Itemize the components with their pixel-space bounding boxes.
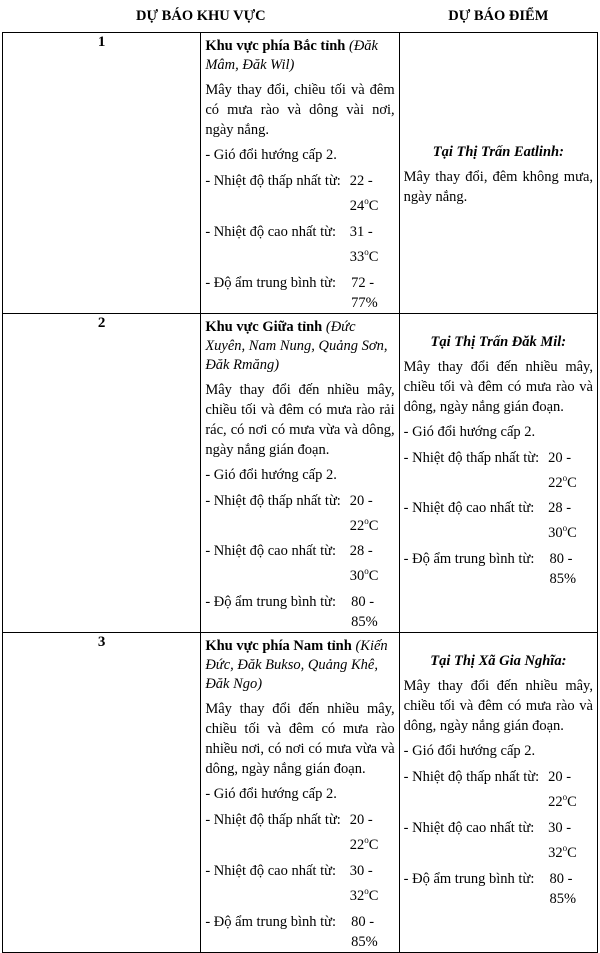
wind-text: - Gió đổi hướng cấp 2. [403, 743, 536, 760]
humidity-row [205, 273, 394, 313]
humidity-value: 80 - 85% [549, 551, 577, 588]
region-description: Mây thay đổi đến nhiều mây, chiều tối và đêm có mưa rào rải rác, có nơi có mưa vừa và dông, ngày nắng gián đoạn. [205, 381, 395, 458]
humidity-value: 80 - 85% [351, 594, 378, 631]
tmax-label: - Nhiệt độ cao nhất từ: [205, 863, 336, 880]
point-name: Tại Thị Trấn Eatlinh: [432, 144, 564, 161]
humidity-label: - Độ ẩm trung bình từ: [205, 274, 337, 291]
tmax-row [205, 861, 394, 906]
tmax-label: - Nhiệt độ cao nhất từ: [403, 820, 535, 837]
point-description: Mây thay đổi đến nhiều mây, chiều tối và đêm có mưa rào và dông, ngày nắng gián đoạn. [403, 678, 593, 735]
tmax-value: 31 - 33$^o$C [349, 223, 379, 265]
tmax-row [205, 222, 394, 267]
humidity-row [404, 549, 593, 589]
tmax-row [404, 498, 593, 543]
point-description: Mây thay đổi, đêm không mưa, ngày nắng. [403, 169, 593, 206]
wind-text: - Gió đổi hướng cấp 2. [205, 466, 337, 483]
tmin-row [205, 491, 394, 536]
region-cell [201, 313, 399, 633]
tmin-label: - Nhiệt độ thấp nhất từ: [403, 449, 540, 466]
region-title [205, 637, 394, 694]
tmin-row [205, 810, 394, 855]
tmin-row [404, 448, 593, 493]
tmax-label: - Nhiệt độ cao nhất từ: [205, 543, 336, 560]
table-row [3, 633, 598, 953]
point-cell [399, 313, 597, 633]
header-point: DỰ BÁO ĐIỂM [399, 0, 597, 33]
tmin-label: - Nhiệt độ thấp nhất từ: [205, 812, 341, 829]
table-row [3, 313, 598, 633]
humidity-value: 72 - 77% [351, 274, 378, 311]
humidity-label: - Độ ẩm trung bình từ: [403, 551, 535, 568]
tmax-value: 30 - 32$^o$C [548, 820, 577, 861]
humidity-value: 80 - 85% [549, 870, 577, 907]
table-header-row [3, 0, 598, 33]
tmax-value: 28 - 30$^o$C [349, 543, 379, 585]
region-title [205, 318, 394, 375]
region-cell [201, 33, 399, 314]
humidity-value: 80 - 85% [351, 913, 378, 950]
region-areas: (Kiến Đức, Đăk Bukso, Quảng Khê, Đăk Ngo) [205, 638, 388, 693]
tmax-row [404, 818, 593, 863]
region-title [205, 37, 394, 75]
humidity-label: - Độ ẩm trung bình từ: [205, 594, 337, 611]
tmin-label: - Nhiệt độ thấp nhất từ: [205, 492, 341, 509]
region-areas: (Đăk Mâm, Đăk Wil) [205, 38, 378, 73]
row-number: 1 [3, 33, 201, 314]
tmin-value: 20 - 22$^o$C [548, 449, 577, 491]
row-number: 3 [3, 633, 201, 953]
region-name: Khu vực phía Nam tỉnh [205, 638, 352, 655]
region-description: Mây thay đổi, chiều tối và đêm có mưa rào và dông vài nơi, ngày nắng. [205, 82, 395, 138]
row-number: 2 [3, 313, 201, 633]
tmax-label: - Nhiệt độ cao nhất từ: [205, 223, 336, 240]
tmin-label: - Nhiệt độ thấp nhất từ: [205, 173, 341, 189]
tmax-label: - Nhiệt độ cao nhất từ: [403, 500, 535, 517]
humidity-label: - Độ ẩm trung bình từ: [205, 913, 337, 930]
tmin-value: 20 - 22$^o$C [349, 492, 379, 534]
tmax-value: 28 - 30$^o$C [548, 500, 577, 542]
region-description: Mây thay đổi đến nhiều mây, chiều tối và đêm có mưa rào nhiều nơi, có nơi có mưa vừa và dông, ngày nắng gián đoạn. [205, 701, 395, 778]
tmin-label: - Nhiệt độ thấp nhất từ: [403, 769, 540, 786]
wind-text: - Gió đổi hướng cấp 2. [403, 423, 536, 440]
forecast-table [2, 0, 598, 953]
tmin-row [404, 767, 593, 812]
humidity-row [205, 592, 394, 632]
point-cell [399, 633, 597, 953]
humidity-row [404, 869, 593, 909]
point-name: Tại Thị Trấn Đăk Mil: [430, 333, 567, 350]
tmin-value: 20 - 22$^o$C [548, 769, 577, 811]
tmax-value: 30 - 32$^o$C [349, 863, 379, 904]
region-name: Khu vực Giữa tỉnh [205, 318, 323, 335]
wind-text: - Gió đổi hướng cấp 2. [205, 786, 337, 803]
region-cell [201, 633, 399, 953]
wind-text: - Gió đổi hướng cấp 2. [205, 147, 337, 163]
tmin-row [205, 171, 394, 216]
region-areas: (Đức Xuyên, Nam Nung, Quảng Sơn, Đăk Rmăng) [205, 318, 388, 373]
point-description: Mây thay đổi đến nhiều mây, chiều tối và đêm có mưa rào và dông, ngày nắng gián đoạn. [403, 358, 593, 415]
header-region: DỰ BÁO KHU VỰC [3, 0, 400, 33]
humidity-label: - Độ ẩm trung bình từ: [403, 870, 535, 887]
region-name: Khu vực phía Bắc tỉnh [205, 38, 346, 54]
point-name: Tại Thị Xã Gia Nghĩa: [430, 653, 567, 670]
tmin-value: 22 - 24$^o$C [349, 173, 379, 214]
humidity-row [205, 912, 394, 952]
table-row [3, 33, 598, 314]
point-cell [399, 33, 597, 314]
tmax-row [205, 541, 394, 586]
tmin-value: 20 - 22$^o$C [349, 812, 379, 854]
